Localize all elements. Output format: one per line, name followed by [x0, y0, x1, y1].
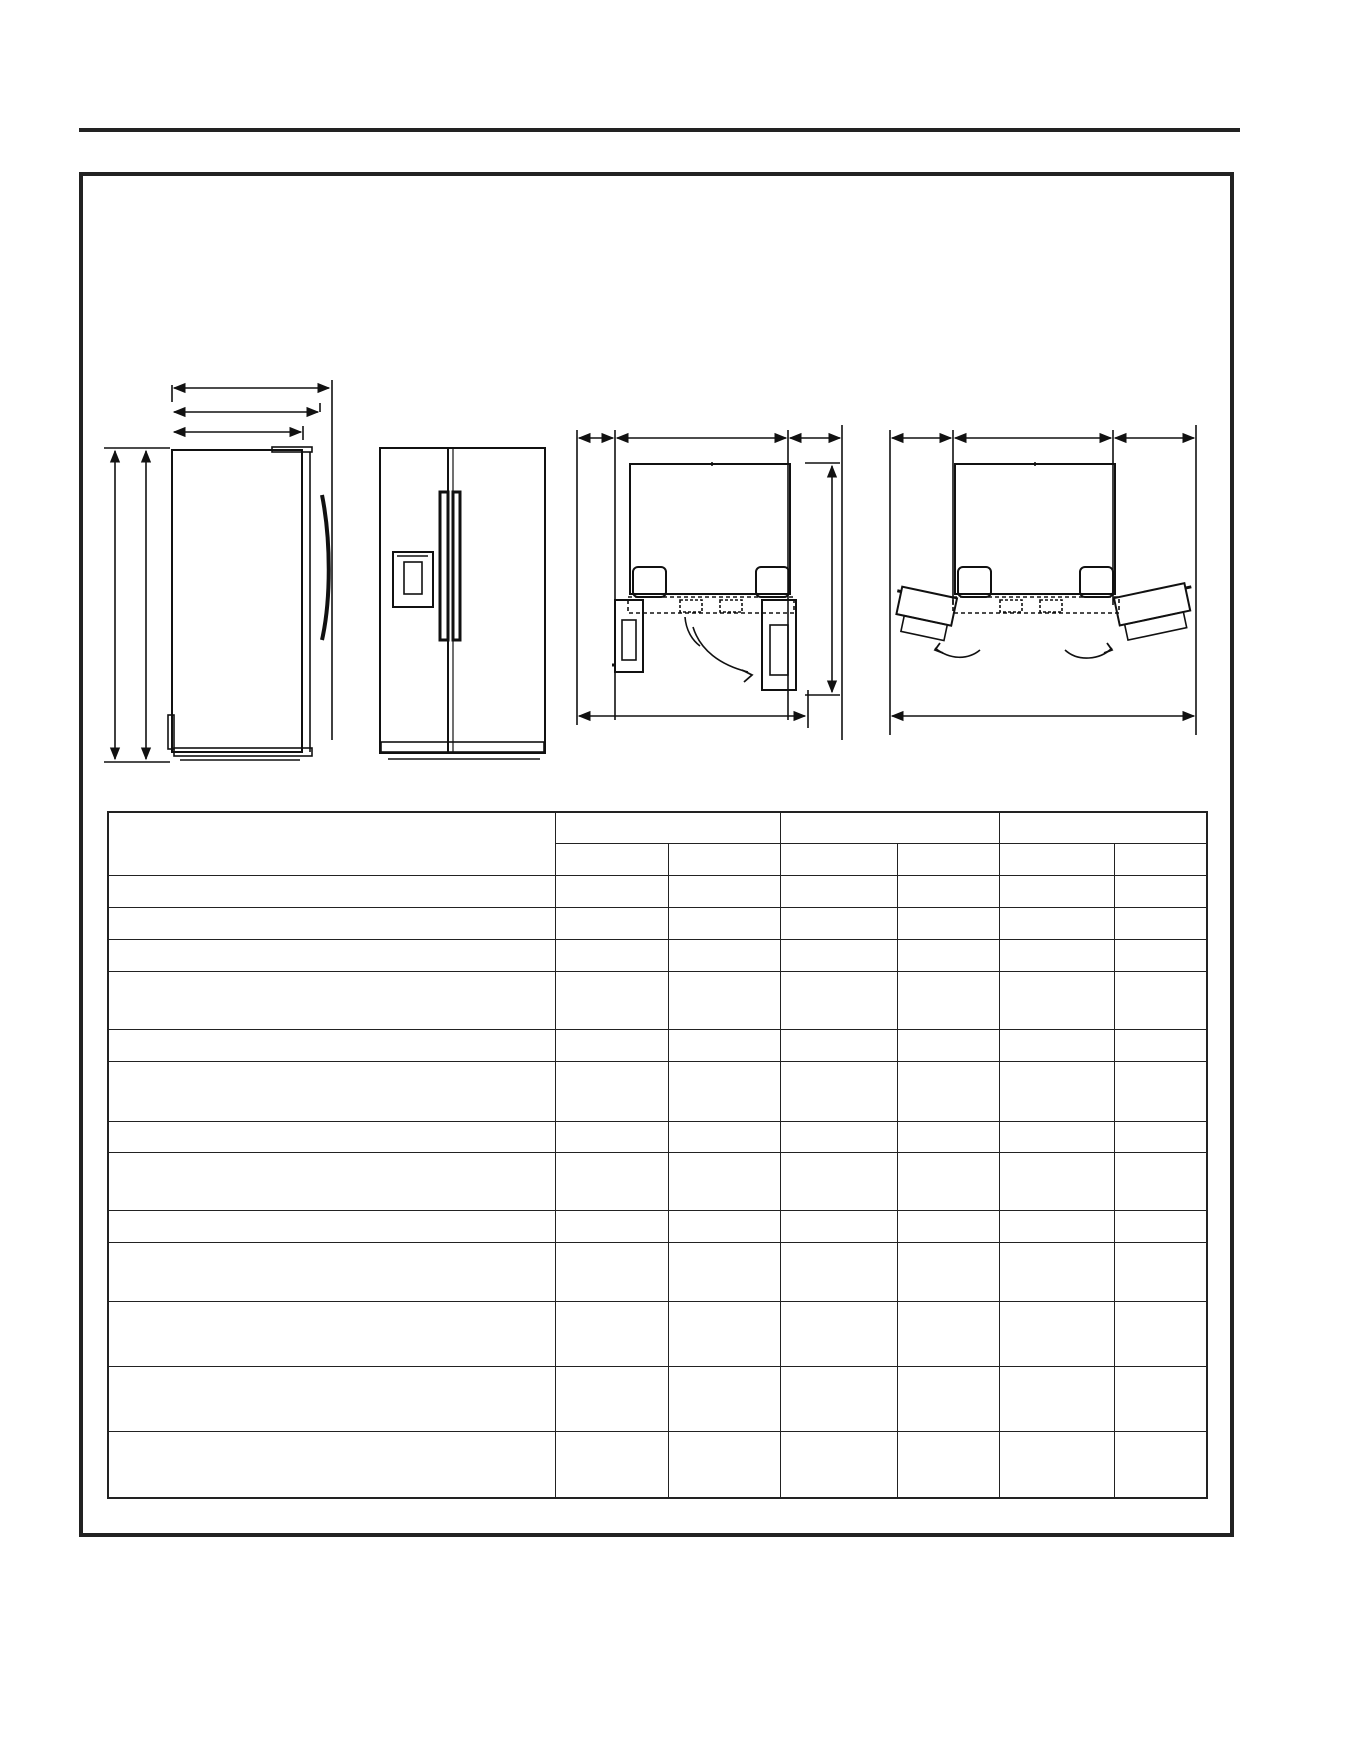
table-cell: [1114, 1152, 1207, 1210]
table-cell: [555, 939, 668, 971]
table-cell: [1114, 1210, 1207, 1242]
dimension-drawings: [0, 0, 1361, 800]
table-row: [108, 1432, 1207, 1498]
table-cell: [780, 1210, 897, 1242]
table-cell: [668, 1061, 780, 1121]
top-view-doors-open-icon: [889, 425, 1199, 735]
table-cell: [780, 971, 897, 1029]
table-cell: [999, 1061, 1114, 1121]
table-cell: [780, 1432, 897, 1498]
top-view-doors-90-icon: [577, 425, 842, 740]
table-cell: [780, 907, 897, 939]
table-cell: [555, 971, 668, 1029]
table-cell: [555, 1210, 668, 1242]
table-cell: [1114, 971, 1207, 1029]
table-cell: [555, 1432, 668, 1498]
table-cell: [555, 1242, 668, 1301]
table-cell: [668, 971, 780, 1029]
table-cell: [668, 1210, 780, 1242]
table-cell: [1114, 1029, 1207, 1061]
table-cell: [1114, 1061, 1207, 1121]
table-cell: [1114, 875, 1207, 907]
table-cell: [668, 875, 780, 907]
table-row: [108, 1367, 1207, 1432]
table-row: [108, 1302, 1207, 1367]
table-cell: [668, 1242, 780, 1301]
table-cell: [555, 1061, 668, 1121]
table-header-group: [555, 812, 780, 843]
table-cell: [999, 1242, 1114, 1301]
dimensions-table: [107, 811, 1208, 1499]
table-cell: [668, 1367, 780, 1432]
row-label: [108, 939, 555, 971]
table-cell: [897, 1242, 999, 1301]
table-cell: [555, 1367, 668, 1432]
table-header-group: [999, 812, 1207, 843]
table-cell: [668, 1432, 780, 1498]
table-cell: [897, 971, 999, 1029]
row-label: [108, 1029, 555, 1061]
table-cell: [668, 1302, 780, 1367]
table-cell: [897, 1121, 999, 1152]
table-row: [108, 939, 1207, 971]
table-cell: [780, 1061, 897, 1121]
table-subheader: [1114, 843, 1207, 875]
table-cell: [555, 875, 668, 907]
table-cell: [1114, 1302, 1207, 1367]
table-cell: [780, 939, 897, 971]
table-cell: [780, 875, 897, 907]
table-cell: [1114, 1432, 1207, 1498]
table-cell: [897, 1432, 999, 1498]
table-cell: [897, 875, 999, 907]
table-cell: [897, 1061, 999, 1121]
table-row: [108, 1210, 1207, 1242]
table-cell: [780, 1152, 897, 1210]
table-cell: [999, 1152, 1114, 1210]
table-cell: [897, 939, 999, 971]
row-label: [108, 1061, 555, 1121]
table-cell: [1114, 1242, 1207, 1301]
table-subheader: [555, 843, 668, 875]
table-cell: [780, 1121, 897, 1152]
table-cell: [668, 1152, 780, 1210]
table-cell: [555, 1121, 668, 1152]
table-row: [108, 875, 1207, 907]
row-label: [108, 1121, 555, 1152]
table-cell: [897, 1302, 999, 1367]
table-cell: [999, 971, 1114, 1029]
table-row: [108, 907, 1207, 939]
table-cell: [999, 939, 1114, 971]
row-label: [108, 1242, 555, 1301]
table-cell: [999, 1302, 1114, 1367]
table-cell: [897, 907, 999, 939]
table-cell: [780, 1302, 897, 1367]
row-label: [108, 1210, 555, 1242]
table-cell: [999, 1367, 1114, 1432]
table-row: [108, 1152, 1207, 1210]
refrigerator-front-view-icon: [380, 448, 545, 759]
table-cell: [555, 1029, 668, 1061]
row-label: [108, 875, 555, 907]
table-cell: [1114, 907, 1207, 939]
table-cell: [780, 1242, 897, 1301]
table-cell: [780, 1367, 897, 1432]
refrigerator-side-view-icon: [104, 380, 332, 762]
row-label: [108, 1152, 555, 1210]
table-cell: [555, 1302, 668, 1367]
table-cell: [999, 1121, 1114, 1152]
table-cell: [999, 1029, 1114, 1061]
table-row: [108, 1242, 1207, 1301]
table-cell: [897, 1152, 999, 1210]
table-cell: [555, 907, 668, 939]
table-header-group: [780, 812, 999, 843]
table-cell: [668, 907, 780, 939]
row-label: [108, 1367, 555, 1432]
row-label: [108, 907, 555, 939]
table-subheader: [780, 843, 897, 875]
table-cell: [897, 1029, 999, 1061]
table-cell: [999, 1210, 1114, 1242]
table-row: [108, 1121, 1207, 1152]
row-label: [108, 1432, 555, 1498]
row-label: [108, 971, 555, 1029]
table-cell: [668, 1029, 780, 1061]
table-cell: [1114, 1367, 1207, 1432]
table-header-blank: [108, 812, 555, 875]
table-cell: [668, 1121, 780, 1152]
table-row: [108, 971, 1207, 1029]
table-cell: [999, 907, 1114, 939]
table-row: [108, 1061, 1207, 1121]
table-cell: [1114, 1121, 1207, 1152]
table-cell: [555, 1152, 668, 1210]
table-cell: [897, 1210, 999, 1242]
table-cell: [780, 1029, 897, 1061]
table-cell: [897, 1367, 999, 1432]
table-row: [108, 1029, 1207, 1061]
table-subheader: [999, 843, 1114, 875]
row-label: [108, 1302, 555, 1367]
table-subheader: [668, 843, 780, 875]
table-cell: [999, 1432, 1114, 1498]
table-cell: [1114, 939, 1207, 971]
table-cell: [668, 939, 780, 971]
table-cell: [999, 875, 1114, 907]
table-subheader: [897, 843, 999, 875]
